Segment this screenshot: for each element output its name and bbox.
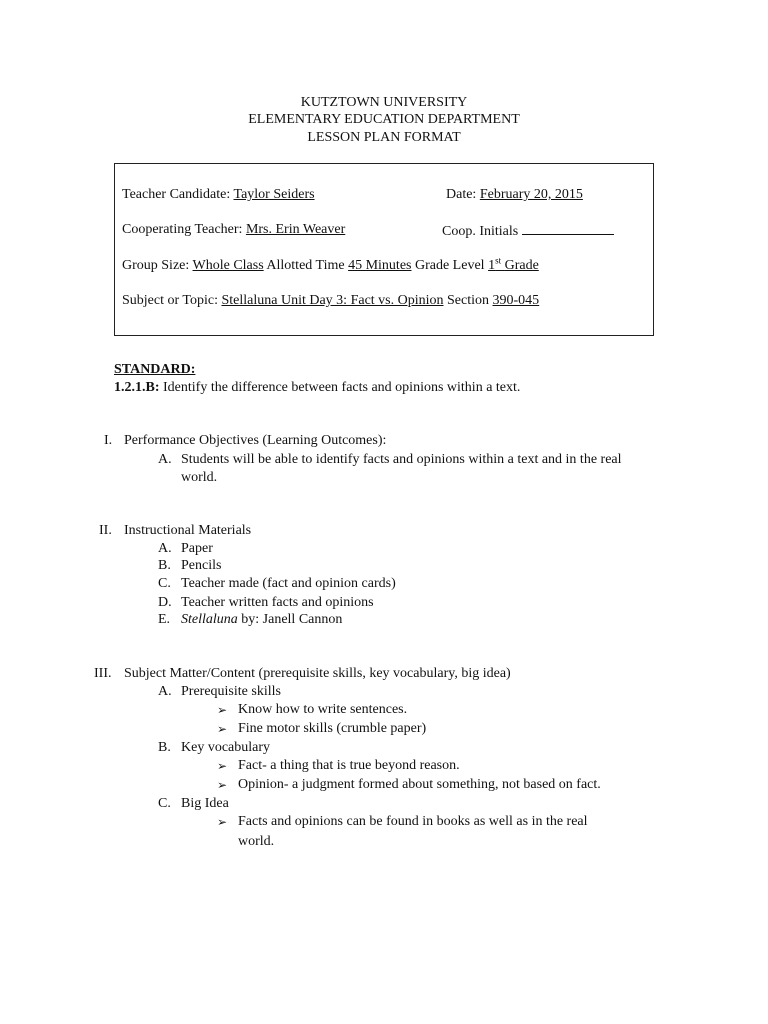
arrow-bullet-icon: ➢	[217, 778, 228, 792]
subject-row	[122, 292, 539, 310]
section-label: Section	[447, 293, 490, 308]
form-title: LESSON PLAN FORMAT	[307, 130, 461, 145]
book-title: Stellaluna	[181, 612, 238, 627]
section-title-ii: Instructional Materials	[124, 523, 252, 538]
coop-initials-row	[442, 221, 614, 241]
group-size-row	[122, 257, 539, 275]
bullet-text: Opinion- a judgment formed about something, not based on fact.	[238, 777, 601, 792]
grade-level-label: Grade Level	[414, 258, 485, 273]
grade-level-value	[488, 255, 539, 273]
section-value: 390-045	[492, 293, 540, 308]
section-numeral-iii: III.	[94, 666, 112, 681]
list-marker: B.	[158, 740, 171, 755]
material-item: Teacher written facts and opinions	[181, 595, 374, 610]
section-numeral-i: I.	[104, 433, 113, 448]
section-title-i: Performance Objectives (Learning Outcomes):	[124, 433, 387, 448]
university-name: KUTZTOWN UNIVERSITY	[300, 95, 468, 110]
material-item: Paper	[181, 541, 213, 556]
arrow-bullet-icon: ➢	[217, 815, 228, 829]
group-size-label: Group Size:	[122, 258, 190, 273]
subject-value: Stellaluna Unit Day 3: Fact vs. Opinion	[221, 293, 444, 308]
standard-heading: STANDARD:	[114, 362, 196, 377]
allotted-time-value: 45 Minutes	[348, 258, 412, 273]
grade-suffix: st	[495, 255, 502, 266]
section-title-iii: Subject Matter/Content (prerequisite skills, key vocabulary, big idea)	[124, 666, 511, 681]
teacher-candidate-row	[122, 186, 315, 204]
coop-initials-label: Coop. Initials	[442, 224, 519, 239]
standard-code: 1.2.1.B:	[114, 380, 160, 395]
list-marker: B.	[158, 558, 171, 573]
subsection-label: Big Idea	[181, 796, 229, 811]
cooperating-teacher-row	[122, 221, 345, 239]
objective-text-continued: world.	[181, 470, 218, 485]
material-item: Pencils	[181, 558, 222, 573]
standard-text: Identify the difference between facts and opinions within a text.	[163, 380, 521, 395]
standard-line	[114, 379, 520, 397]
teacher-candidate-value: Taylor Seiders	[233, 187, 315, 202]
date-label: Date:	[446, 187, 477, 202]
subject-label: Subject or Topic:	[122, 293, 218, 308]
coop-initials-blank	[522, 221, 614, 235]
material-item: Teacher made (fact and opinion cards)	[181, 576, 396, 591]
book-author: by: Janell Cannon	[241, 612, 343, 627]
subsection-label: Key vocabulary	[181, 740, 271, 755]
list-marker: A.	[158, 684, 172, 699]
list-marker: C.	[158, 576, 171, 591]
arrow-bullet-icon: ➢	[217, 759, 228, 773]
grade-word: Grade	[504, 258, 539, 273]
list-marker: A.	[158, 541, 172, 556]
bullet-text: Know how to write sentences.	[238, 702, 408, 717]
bullet-text: Fact- a thing that is true beyond reason.	[238, 758, 460, 773]
list-marker: C.	[158, 796, 171, 811]
list-marker: E.	[158, 612, 171, 627]
date-row	[446, 186, 583, 204]
section-numeral-ii: II.	[99, 523, 112, 538]
cooperating-teacher-value: Mrs. Erin Weaver	[245, 222, 346, 237]
arrow-bullet-icon: ➢	[217, 703, 228, 717]
material-item	[181, 611, 342, 629]
date-value: February 20, 2015	[479, 187, 583, 202]
subsection-label: Prerequisite skills	[181, 684, 281, 699]
cooperating-teacher-label: Cooperating Teacher:	[122, 222, 243, 237]
list-marker: D.	[158, 595, 172, 610]
allotted-time-label: Allotted Time	[266, 258, 345, 273]
bullet-text-continued: world.	[238, 834, 275, 849]
bullet-text: Facts and opinions can be found in books as well as in the real	[238, 814, 588, 829]
bullet-text: Fine motor skills (crumble paper)	[238, 721, 427, 736]
list-marker: A.	[158, 452, 172, 467]
teacher-candidate-label: Teacher Candidate:	[122, 187, 231, 202]
arrow-bullet-icon: ➢	[217, 722, 228, 736]
group-size-value: Whole Class	[192, 258, 264, 273]
objective-text: Students will be able to identify facts and opinions within a text and in the real	[181, 452, 622, 467]
grade-number: 1	[488, 258, 496, 273]
department-name: ELEMENTARY EDUCATION DEPARTMENT	[248, 112, 520, 127]
